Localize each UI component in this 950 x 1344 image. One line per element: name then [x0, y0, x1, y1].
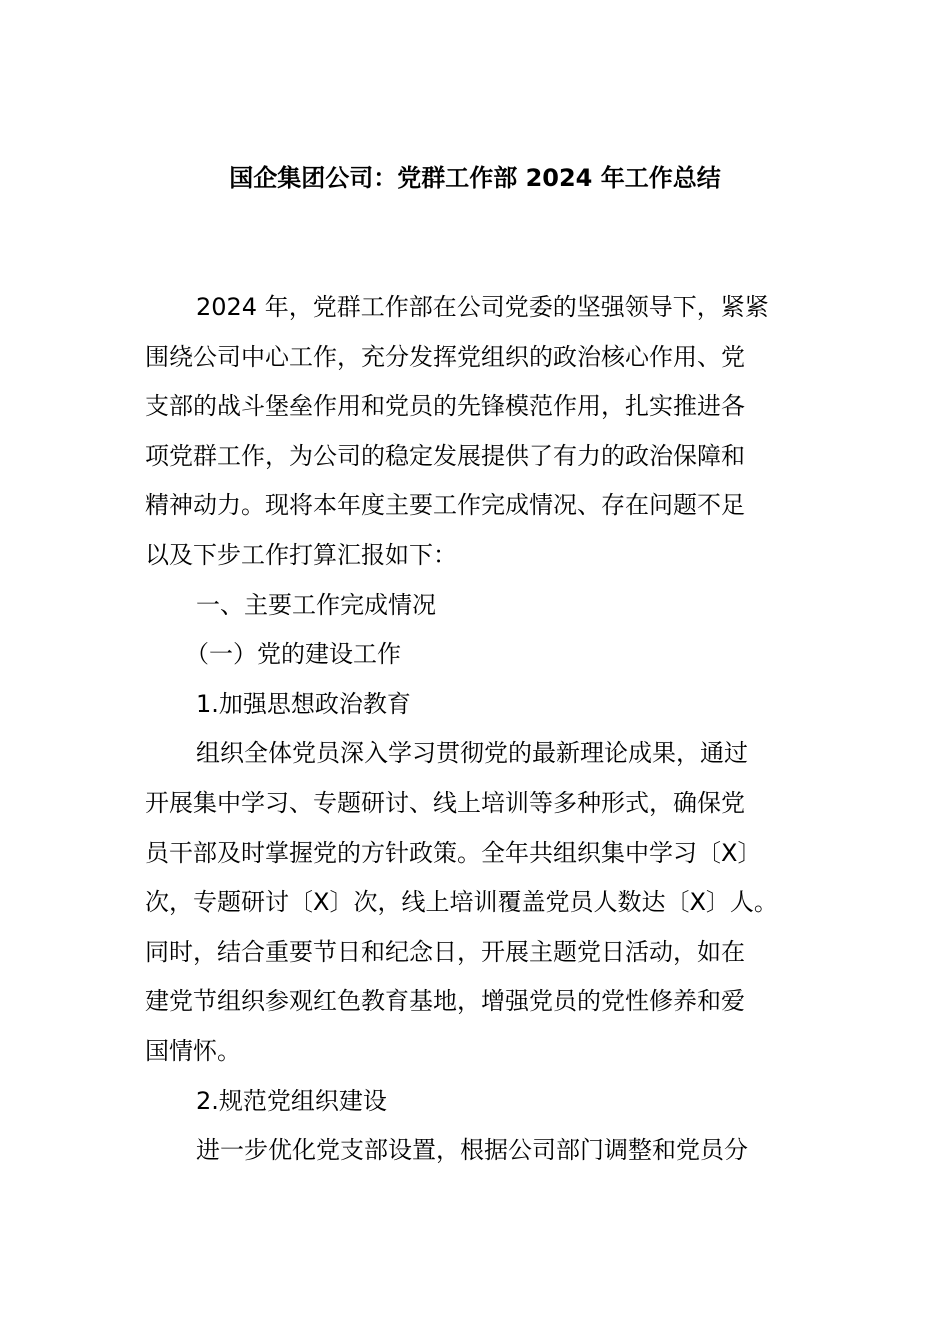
document-title: 国企集团公司：党群工作部 2024 年工作总结 [229, 164, 721, 192]
paragraph-line: 项党群工作，为公司的稳定发展提供了有力的政治保障和 [145, 441, 745, 470]
document-body [145, 283, 825, 1176]
subsection-heading: （一）党的建设工作 [185, 640, 401, 669]
paragraph-line: 精神动力。现将本年度主要工作完成情况、存在问题不足 [145, 491, 745, 520]
paragraph-line: 支部的战斗堡垒作用和党员的先锋模范作用，扎实推进各 [145, 392, 745, 421]
paragraph-line: 围绕公司中心工作，充分发挥党组织的政治核心作用、党 [145, 342, 745, 371]
paragraph-line: 员干部及时掌握党的方针政策。全年共组织集中学习〔X〕 [145, 838, 762, 867]
paragraph-line: 同时，结合重要节日和纪念日，开展主题党日活动，如在 [145, 937, 745, 966]
paragraph-line: 次，专题研讨〔X〕次，线上培训覆盖党员人数达〔X〕人。 [145, 888, 778, 917]
paragraph-line: 组织全体党员深入学习贯彻党的最新理论成果，通过 [196, 739, 748, 768]
item-heading: 1.加强思想政治教育 [196, 689, 411, 718]
paragraph-line: 建党节组织参观红色教育基地，增强党员的党性修养和爱 [145, 987, 745, 1016]
section-heading: 一、主要工作完成情况 [196, 590, 436, 619]
paragraph-line: 以及下步工作打算汇报如下： [145, 540, 457, 569]
paragraph-line: 开展集中学习、专题研讨、线上培训等多种形式，确保党 [145, 788, 745, 817]
paragraph-line: 国情怀。 [145, 1036, 241, 1065]
paragraph-line: 2024 年，党群工作部在公司党委的坚强领导下，紧紧 [196, 293, 769, 321]
paragraph-line: 进一步优化党支部设置，根据公司部门调整和党员分 [196, 1136, 748, 1165]
item-heading: 2.规范党组织建设 [196, 1086, 387, 1115]
